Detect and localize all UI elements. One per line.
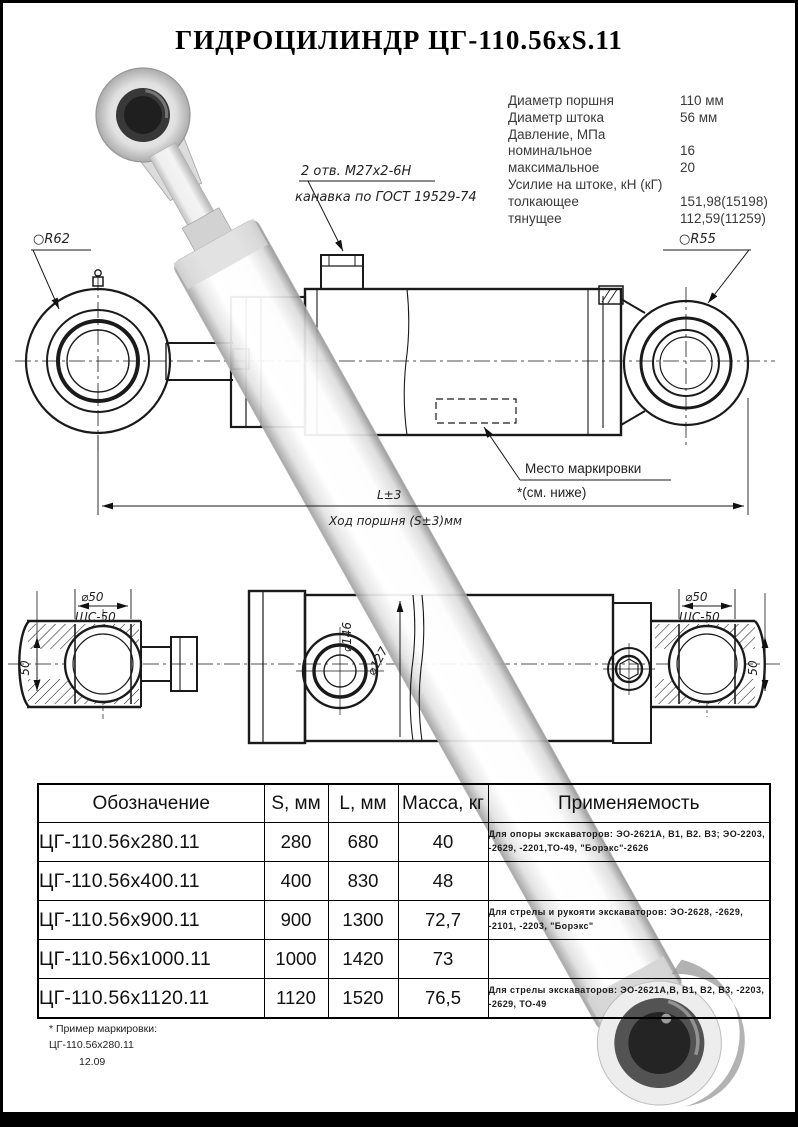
table-row xyxy=(38,823,770,862)
spec-value: 56 мм xyxy=(680,109,718,125)
spec-value: 112,59(11259) xyxy=(680,210,766,226)
model-table xyxy=(37,783,771,1019)
cell-mass: 40 xyxy=(398,823,488,862)
col-header-designation: Обозначение xyxy=(38,784,264,823)
spec-row xyxy=(508,143,793,160)
cell-stroke: 1000 xyxy=(264,940,328,979)
bore-left-bearing-label: ШС-50 xyxy=(75,610,116,624)
cell-mass: 72,7 xyxy=(398,901,488,940)
spec-row xyxy=(508,160,793,177)
marking-example xyxy=(49,1021,157,1070)
spec-label: тянущее xyxy=(508,210,562,226)
cell-application xyxy=(488,862,770,901)
bore-right-bearing-label: ШС-50 xyxy=(679,610,720,624)
table-row xyxy=(38,940,770,979)
port-note-line2: канавка по ГОСТ 19529-74 xyxy=(295,190,477,205)
cell-application xyxy=(488,940,770,979)
cell-stroke: 400 xyxy=(264,862,328,901)
marking-place-note: *(см. ниже) xyxy=(517,485,587,500)
col-header-stroke: S, мм xyxy=(264,784,328,823)
bore-right-dia-label: ⌀50 xyxy=(685,590,708,604)
spec-value xyxy=(680,127,793,144)
table-header-row xyxy=(38,784,770,823)
cell-designation: ЦГ-110.56х1000.11 xyxy=(38,940,264,979)
spec-value xyxy=(680,177,793,194)
table-row xyxy=(38,901,770,940)
page-title: ГИДРОЦИЛИНДР ЦГ-110.56хS.11 xyxy=(175,25,623,55)
cell-designation: ЦГ-110.56х900.11 xyxy=(38,901,264,940)
cell-length: 830 xyxy=(328,862,398,901)
spec-value: 151,98(15198) xyxy=(680,193,768,209)
cell-designation: ЦГ-110.56х1120.11 xyxy=(38,979,264,1019)
flange-dia-label: ⌀146 xyxy=(340,621,354,653)
length-dim-label: L±3 xyxy=(377,488,402,502)
spec-label: номинальное xyxy=(508,143,593,159)
spec-label: Давление, МПа xyxy=(508,126,606,142)
col-header-mass: Масса, кг xyxy=(398,784,488,823)
spec-label: толкающее xyxy=(508,193,579,209)
cell-mass: 48 xyxy=(398,862,488,901)
table-row xyxy=(38,979,770,1019)
spec-label: Усилие на штоке, кН (кГ) xyxy=(508,176,663,192)
spec-label: максимальное xyxy=(508,160,600,176)
eye-width-right-label: 50 xyxy=(746,660,760,676)
cell-designation: ЦГ-110.56х400.11 xyxy=(38,862,264,901)
spec-label: Диаметр штока xyxy=(508,109,605,125)
cell-application: Для опоры экскаваторов: ЭО-2621А, В1, В2. В3; ЭО-2203, -2629, -2201,ТО-49, "Борэкс"-2626 xyxy=(488,823,770,862)
cell-stroke: 900 xyxy=(264,901,328,940)
cell-designation: ЦГ-110.56х280.11 xyxy=(38,823,264,862)
sphere-radius-left-label: ○R62 xyxy=(33,232,70,247)
cell-length: 680 xyxy=(328,823,398,862)
spec-value: 20 xyxy=(680,160,696,176)
cell-stroke: 1120 xyxy=(264,979,328,1019)
spec-label: Диаметр поршня xyxy=(508,93,614,108)
cell-mass: 76,5 xyxy=(398,979,488,1019)
spec-row xyxy=(508,194,793,211)
sphere-radius-right-label: ○R55 xyxy=(679,232,716,247)
spec-value: 110 мм xyxy=(680,93,724,108)
cell-mass: 73 xyxy=(398,940,488,979)
cell-application: Для стрелы экскаваторов: ЭО-2621А,В, В1, В2, В3, -2203, -2629, ТО-49 xyxy=(488,979,770,1019)
cell-length: 1520 xyxy=(328,979,398,1019)
col-header-application: Применяемость xyxy=(488,784,770,823)
spec-value: 16 xyxy=(680,143,696,159)
spec-row xyxy=(508,211,793,228)
table-row xyxy=(38,862,770,901)
spec-row xyxy=(508,127,793,144)
eye-width-left-label: 50 xyxy=(18,660,32,676)
cell-stroke: 280 xyxy=(264,823,328,862)
spec-row xyxy=(508,177,793,194)
cell-length: 1300 xyxy=(328,901,398,940)
marking-place-label: Место маркировки xyxy=(525,461,642,476)
marking-example-designation: ЦГ-110.56х280.11 xyxy=(49,1039,134,1052)
cell-length: 1420 xyxy=(328,940,398,979)
marking-example-note: * Пример маркировки: xyxy=(49,1023,158,1035)
spec-list xyxy=(508,93,793,227)
spec-row xyxy=(508,93,793,110)
stroke-dim-label: Ход поршня (S±3)мм xyxy=(329,514,463,528)
cell-application: Для стрелы и рукояти экскаваторов: ЭО-2628, -2629, -2101, -2203, "Борэкс" xyxy=(488,901,770,940)
port-note-line1: 2 отв. М27х2-6Н xyxy=(301,164,412,179)
marking-example-date: 12.09 xyxy=(79,1055,106,1068)
col-header-length: L, мм xyxy=(328,784,398,823)
spec-row xyxy=(508,110,793,127)
bore-left-dia-label: ⌀50 xyxy=(81,590,104,604)
tube-dia-label: ⌀127 xyxy=(364,644,391,678)
